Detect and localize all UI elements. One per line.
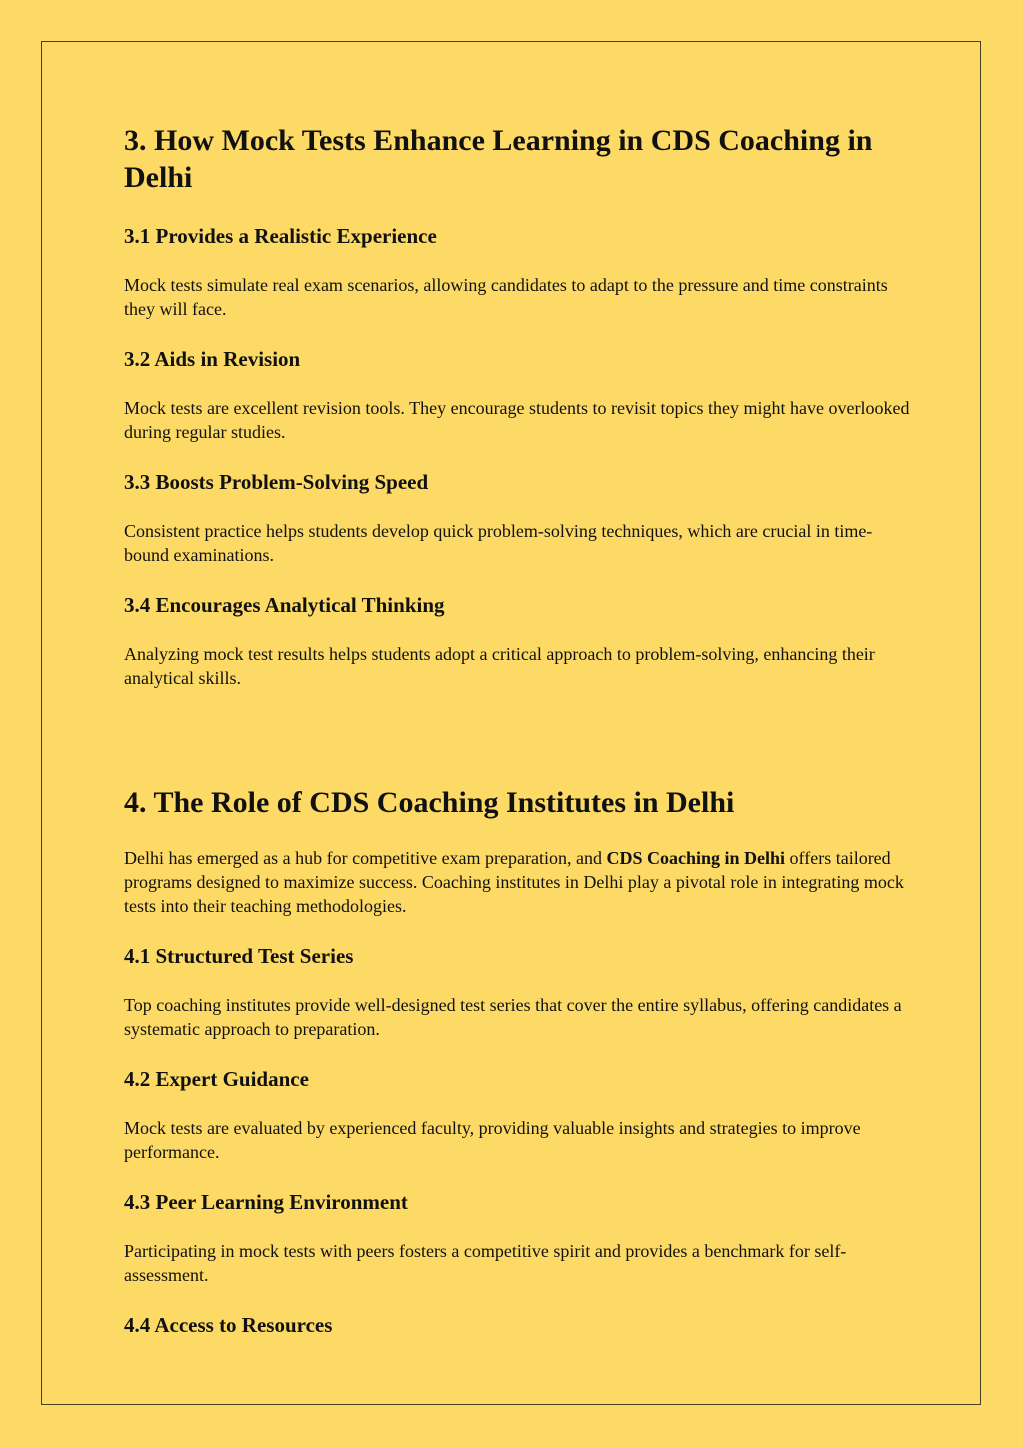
subsection-3-1-body: Mock tests simulate real exam scenarios, allowing candidates to adapt to the pressure and time constraints they will face.	[124, 275, 888, 319]
subsection-3-4-body: Analyzing mock test results helps students adopt a critical approach to problem-solving, enhancing their analytical skills.	[124, 644, 875, 688]
subsection-4-3-body: Participating in mock tests with peers fosters a competitive spirit and provides a benchmark for self-assessment.	[124, 1241, 847, 1285]
section-4-intro-bold: CDS Coaching in Delhi	[606, 848, 786, 868]
page-content	[124, 122, 914, 1362]
subsection-4-2-body: Mock tests are evaluated by experienced faculty, providing valuable insights and strategies to improve performance.	[124, 1118, 861, 1162]
section-4-intro-before: Delhi has emerged as a hub for competitive exam preparation, and	[124, 848, 607, 868]
subsection-3-1-heading: 3.1 Provides a Realistic Experience	[124, 224, 437, 248]
section-4-title: 4. The Role of CDS Coaching Institutes in Delhi	[124, 786, 735, 819]
section-3-title: 3. How Mock Tests Enhance Learning in CDS Coaching in Delhi	[124, 124, 873, 194]
section-4-intro	[124, 846, 914, 918]
subsection-3-4-heading: 3.4 Encourages Analytical Thinking	[124, 593, 445, 617]
subsection-3-2-heading: 3.2 Aids in Revision	[124, 347, 301, 371]
subsection-4-3-heading: 4.3 Peer Learning Environment	[124, 1190, 408, 1214]
subsection-3-2-body: Mock tests are excellent revision tools. They encourage students to revisit topics they might have overlooked during regular studies.	[124, 398, 910, 442]
subsection-3-3-heading: 3.3 Boosts Problem-Solving Speed	[124, 470, 429, 494]
subsection-4-1-body: Top coaching institutes provide well-designed test series that cover the entire syllabus, offering candidates a systematic approach to preparation.	[124, 995, 902, 1039]
subsection-4-1-heading: 4.1 Structured Test Series	[124, 944, 354, 968]
subsection-4-2-heading: 4.2 Expert Guidance	[124, 1067, 309, 1091]
section-4-intro-after: offers tailored programs designed to maximize success. Coaching institutes in Delhi play a pivotal role in integrating mock tests into their teaching methodologies.	[124, 848, 904, 916]
subsection-4-4-heading: 4.4 Access to Resources	[124, 1313, 333, 1337]
subsection-3-3-body: Consistent practice helps students develop quick problem-solving techniques, which are crucial in time-bound examinations.	[124, 521, 873, 565]
